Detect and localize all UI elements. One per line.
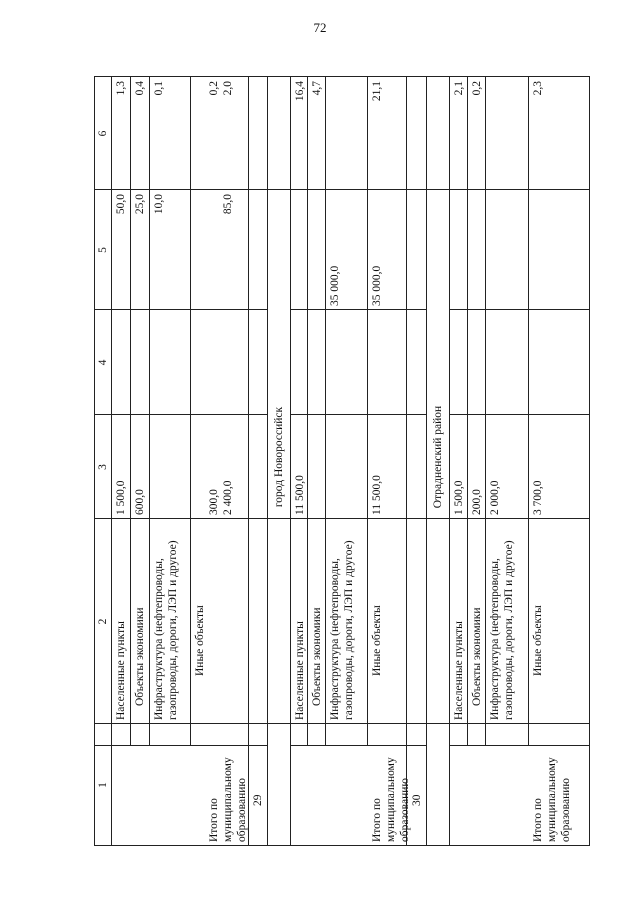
table-cell: 0,4 bbox=[134, 81, 146, 96]
table-cell: 16,4 bbox=[294, 81, 306, 102]
table-cell: 85,0 bbox=[222, 194, 234, 215]
table-cell: 25,0 bbox=[134, 194, 146, 215]
section-number: 30 bbox=[411, 794, 423, 806]
data-table bbox=[94, 76, 590, 846]
table-cell: 1 500,0 bbox=[453, 480, 465, 515]
table-rotated-container bbox=[94, 76, 590, 846]
section-title: Отрадненский район bbox=[432, 405, 444, 509]
table-cell: 35 000,0 bbox=[329, 265, 341, 306]
section-title: город Новороссийск bbox=[273, 406, 285, 508]
table-cell: 3 700,0 bbox=[532, 480, 544, 515]
table-cell: 2,1 bbox=[453, 81, 465, 96]
header-col-4: 4 bbox=[97, 359, 109, 366]
section-number: 29 bbox=[252, 794, 264, 806]
header-col-2: 2 bbox=[97, 618, 109, 625]
table-cell: Объекты экономики bbox=[311, 607, 323, 706]
table-cell: 0,2 bbox=[208, 81, 220, 96]
table-cell: 10,0 bbox=[153, 194, 165, 215]
table-cell: 2,3 bbox=[532, 81, 544, 96]
header-col-3: 3 bbox=[97, 464, 109, 470]
table-cell: Иные объекты bbox=[194, 605, 206, 676]
header-col-6: 6 bbox=[97, 130, 109, 137]
table-cell: Итого по муниципальному образованию bbox=[208, 757, 248, 842]
table-cell: Населенные пункты bbox=[453, 621, 465, 720]
table-cell: Иные объекты bbox=[371, 605, 383, 676]
page-number: 72 bbox=[313, 20, 327, 35]
table-cell: 50,0 bbox=[115, 194, 127, 215]
table-cell: 1 500,0 bbox=[115, 480, 127, 515]
table-cell: 1,3 bbox=[115, 81, 127, 96]
table-cell: Населенные пункты bbox=[294, 621, 306, 720]
table-cell: 2,0 bbox=[222, 81, 234, 96]
table-cell: Объекты экономики bbox=[134, 607, 146, 706]
table-cell: Инфраструктура (нефтепроводы, газопроводы, дороги, ЛЭП и другое) bbox=[329, 540, 355, 720]
header-col-1: 1 bbox=[97, 782, 109, 788]
table-cell: 11 500,0 bbox=[371, 475, 383, 515]
table-cell: 2 400,0 bbox=[222, 480, 234, 515]
table-cell: 0,1 bbox=[153, 81, 165, 96]
table-cell: 4,7 bbox=[311, 81, 323, 96]
table-cell: Инфраструктура (нефтепроводы, газопроводы, дороги, ЛЭП и другое) bbox=[153, 540, 179, 720]
table-cell: Объекты экономики bbox=[471, 607, 483, 706]
table-cell: 0,2 bbox=[471, 81, 483, 96]
table-cell: 300,0 bbox=[208, 489, 220, 515]
table-cell: 2 000,0 bbox=[489, 480, 501, 515]
table-cell: 11 500,0 bbox=[294, 475, 306, 515]
table-cell: 600,0 bbox=[134, 489, 146, 515]
table-cell: Итого по муниципальному образованию bbox=[371, 757, 411, 842]
table-cell: Итого по муниципальному образованию bbox=[532, 757, 572, 842]
table-cell: Населенные пункты bbox=[115, 621, 127, 720]
header-col-5: 5 bbox=[97, 247, 109, 253]
table-cell: 35 000,0 bbox=[371, 265, 383, 306]
table-cell: 200,0 bbox=[471, 489, 483, 515]
table-cell: Иные объекты bbox=[532, 605, 544, 676]
table-cell: Инфраструктура (нефтепроводы, газопроводы, дороги, ЛЭП и другое) bbox=[489, 540, 515, 720]
table-cell: 21,1 bbox=[371, 81, 383, 102]
